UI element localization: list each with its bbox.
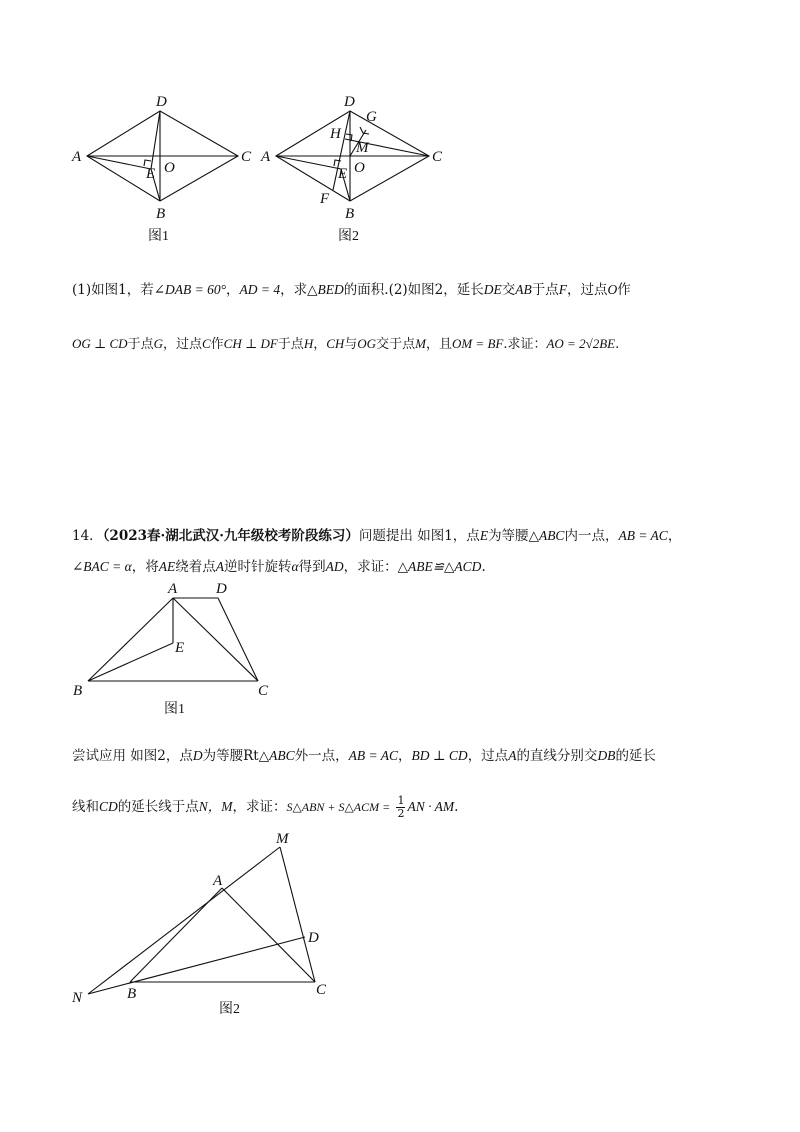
fig2-caption: 图2: [338, 229, 359, 244]
math-goal: AO = 2√2BE: [546, 336, 616, 351]
q14-fig2-label-d: D: [308, 930, 319, 946]
question-source: （2023春·湖北武汉·九年级校考阶段练习）: [102, 528, 359, 544]
fig2-label-g: G: [366, 109, 377, 125]
math-ae: AE: [158, 559, 176, 574]
math-ab-eq-ac: AB = AC: [618, 528, 668, 543]
fig1-caption: 图1: [148, 229, 169, 244]
math-a: A: [508, 748, 517, 763]
text: 的面积.: [343, 282, 389, 298]
math-an-am: AN · AM: [407, 799, 455, 814]
text: 作: [210, 337, 224, 352]
math-ad: AD = 4: [239, 282, 281, 297]
text: 的直线分别交: [516, 748, 598, 764]
math-m: M: [415, 336, 426, 351]
math-a: A: [215, 559, 225, 574]
line-mc: [280, 847, 315, 982]
math-n-m: N，M: [198, 799, 233, 814]
text: 为等腰: [202, 748, 244, 764]
fig1-label-o: O: [164, 160, 175, 176]
question-number: 14．: [72, 528, 103, 544]
math-g: G: [153, 336, 163, 351]
math-o: O: [607, 282, 618, 297]
text: 外一点，: [294, 748, 349, 764]
text: .求证：: [503, 337, 547, 352]
math-ab-eq-ac: AB = AC: [348, 748, 398, 763]
q14-fig2-label-b: B: [127, 986, 137, 1002]
math-cd: CD: [99, 799, 118, 814]
text: ，将: [131, 559, 159, 575]
fig2-label-f: F: [320, 191, 330, 207]
q14-fig1-label-b: B: [73, 683, 83, 699]
math-de: DE: [483, 282, 502, 297]
math-e: E: [479, 528, 489, 543]
line-nm: [88, 847, 280, 994]
fig1-label-e: E: [146, 166, 156, 182]
text: 的延长: [615, 748, 656, 764]
line-nd: [88, 937, 305, 994]
q14-fig1-label-a: A: [168, 581, 178, 597]
math-og-perp-cd: OG ⊥ CD: [72, 336, 128, 351]
q14-fig2-label-a: A: [213, 873, 223, 889]
text: 尝试应用 如图2，点: [72, 748, 193, 764]
fig1-label-c: C: [241, 149, 252, 165]
math-db: DB: [597, 748, 616, 763]
text: .: [454, 799, 459, 815]
text: 逆时针旋转: [224, 559, 292, 575]
q14-fig2-label-n: N: [72, 990, 83, 1006]
fig2-label-e: E: [338, 166, 348, 182]
segment-ab: [130, 888, 222, 982]
fig2-label-h: H: [330, 126, 341, 142]
fig1-label-d: D: [156, 94, 167, 110]
text: ，求: [280, 282, 308, 298]
q14-fig1-label-c: C: [258, 683, 269, 699]
fig2-label-b: B: [345, 206, 355, 222]
q14-fig2-caption: 图2: [219, 1002, 240, 1017]
math-bd-perp-cd: BD ⊥ CD: [411, 748, 468, 763]
text: 于点: [531, 282, 559, 298]
fig2-label-a: A: [261, 149, 271, 165]
math-congruence: △ABE≌△ACD: [397, 559, 482, 574]
text: .: [481, 559, 486, 575]
math-rt: Rt: [243, 748, 259, 764]
math-triangle-bed: △BED: [307, 282, 344, 297]
text: 问题提出 如图1，点: [358, 528, 480, 544]
text: ，过点: [467, 748, 509, 764]
math-ch: CH: [326, 336, 345, 351]
segment-ac: [222, 888, 315, 982]
math-triangle-abc: △ABC: [258, 748, 295, 763]
q14-fig2-label-c: C: [316, 982, 327, 998]
math-c: C: [201, 336, 211, 351]
q14-fig1-label-e: E: [175, 640, 185, 656]
text: 得到: [298, 559, 326, 575]
fig1-label-b: B: [156, 206, 166, 222]
text: 与: [344, 337, 358, 352]
text: 交: [501, 282, 516, 298]
q14-fig1-label-d: D: [216, 581, 227, 597]
text: (2)如图2，延长: [388, 282, 484, 298]
text: 作: [617, 282, 631, 298]
text: ，且: [425, 337, 452, 352]
text: ，: [313, 337, 327, 352]
text: ，过点: [567, 282, 608, 298]
math-ab: AB: [515, 282, 532, 297]
text: 交于点: [376, 337, 416, 352]
math-f: F: [558, 282, 568, 297]
text: 的延长线于点: [117, 799, 199, 815]
fig2-label-m: M: [356, 140, 369, 156]
text: 于点: [127, 337, 154, 352]
math-angle-bac: ∠BAC = α: [72, 559, 132, 574]
math-ad: AD: [325, 559, 344, 574]
math-d: D: [192, 748, 203, 763]
math-angle-dab: ∠DAB = 60°: [153, 282, 227, 297]
text: 为等腰: [488, 528, 529, 544]
text: ，: [397, 748, 412, 764]
text: 线和: [72, 799, 99, 815]
text: ，求证：: [343, 559, 398, 575]
text: 于点: [277, 337, 304, 352]
math-og: OG: [357, 336, 377, 351]
fig1-label-a: A: [72, 149, 82, 165]
math-h: H: [303, 336, 314, 351]
math-om-eq-bf: OM = BF: [451, 336, 504, 351]
fig2-label-c: C: [432, 149, 443, 165]
text: ，: [226, 282, 240, 298]
text: .: [615, 337, 620, 352]
q14-fig2-label-m: M: [276, 831, 289, 847]
math-alpha: α: [291, 559, 299, 574]
math-area-sum: S△ABN + S△ACM =: [286, 800, 391, 814]
text: ，: [667, 528, 682, 544]
fraction-denominator: 2: [397, 807, 405, 820]
fig2-label-o: O: [354, 160, 365, 176]
text: (1)如图1，若: [72, 282, 154, 298]
math-ch-perp-df: CH ⊥ DF: [223, 336, 278, 351]
q14-fig1-caption: 图1: [164, 702, 185, 717]
fraction-numerator: 1: [397, 794, 405, 807]
fig2-label-d: D: [344, 94, 355, 110]
text: 绕着点: [175, 559, 216, 575]
math-triangle-abc: △ABC: [528, 528, 565, 543]
text: ，求证：: [232, 799, 287, 815]
text: ，过点: [162, 337, 202, 352]
text: 内一点，: [564, 528, 619, 544]
